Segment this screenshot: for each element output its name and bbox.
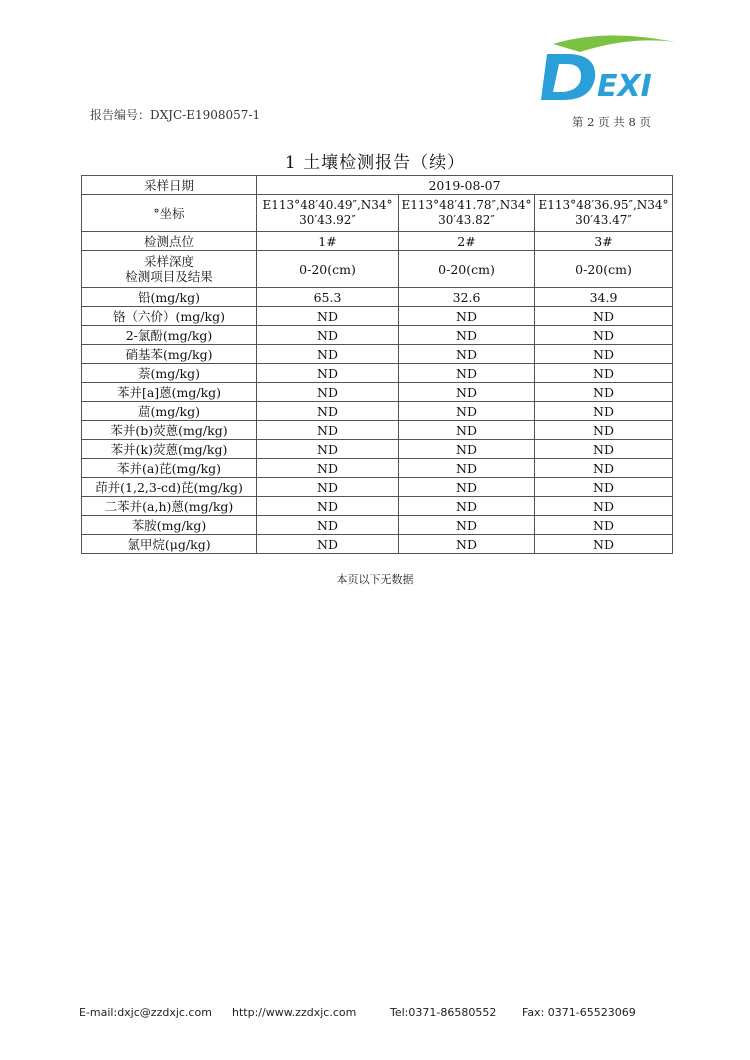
item-name-cell: 铬（六价）(mg/kg)	[82, 307, 257, 326]
item-name-cell: 苯并[a]蒽(mg/kg)	[82, 383, 257, 402]
result-cell: ND	[535, 326, 673, 345]
coord-line: 30′43.82″	[438, 213, 495, 227]
item-name-cell: 萘(mg/kg)	[82, 364, 257, 383]
result-cell: ND	[257, 383, 399, 402]
item-name-cell: 苯并(k)荧蒽(mg/kg)	[82, 440, 257, 459]
result-cell: ND	[535, 402, 673, 421]
table-row	[82, 326, 673, 345]
result-cell: ND	[257, 307, 399, 326]
footer-fax: Fax: 0371-65523069	[522, 1006, 636, 1019]
footer-website: http://www.zzdxjc.com	[232, 1006, 357, 1019]
result-cell: ND	[535, 535, 673, 554]
sampling-date-value: 2019-08-07	[257, 176, 673, 195]
result-cell: ND	[535, 440, 673, 459]
result-cell: ND	[535, 497, 673, 516]
table-row	[82, 288, 673, 307]
result-cell: ND	[257, 497, 399, 516]
point-cell: 3#	[535, 232, 673, 251]
table-row	[82, 497, 673, 516]
table-row	[82, 516, 673, 535]
result-cell: ND	[399, 535, 535, 554]
depth-cell: 0-20(cm)	[399, 251, 535, 288]
depth-cell: 0-20(cm)	[257, 251, 399, 288]
table-row	[82, 478, 673, 497]
coord-line: 30′43.92″	[299, 213, 356, 227]
result-cell: ND	[535, 307, 673, 326]
result-cell: ND	[399, 478, 535, 497]
result-cell: ND	[257, 421, 399, 440]
coordinate-cell	[399, 195, 535, 232]
table-row	[82, 402, 673, 421]
sampling-date-row	[82, 176, 673, 195]
item-name-cell: 氯甲烷(μg/kg)	[82, 535, 257, 554]
no-more-data-note: 本页以下无数据	[336, 573, 414, 586]
page-info: 第 2 页 共 8 页	[572, 115, 651, 129]
table-row	[82, 421, 673, 440]
result-cell: ND	[257, 459, 399, 478]
result-cell: ND	[399, 383, 535, 402]
result-cell: ND	[257, 345, 399, 364]
footer-email: E-mail:dxjc@zzdxjc.com	[79, 1006, 212, 1019]
item-name-cell: 䓛(mg/kg)	[82, 402, 257, 421]
result-rows	[82, 288, 673, 554]
item-name-cell: 二苯并(a,h)蒽(mg/kg)	[82, 497, 257, 516]
dexi-logo	[535, 30, 695, 110]
point-label: 检测点位	[82, 232, 257, 251]
coord-line: E113°48′41.78″,N34°	[401, 198, 532, 212]
result-cell: ND	[257, 440, 399, 459]
depth-label-line: 采样深度	[143, 254, 194, 269]
sampling-date-label: 采样日期	[82, 176, 257, 195]
result-cell: ND	[399, 440, 535, 459]
report-number: 报告编号：DXJC-E1908057-1	[90, 108, 261, 122]
result-cell: 34.9	[535, 288, 673, 307]
result-cell: ND	[257, 364, 399, 383]
coord-line: 30′43.47″	[575, 213, 632, 227]
result-cell: ND	[399, 459, 535, 478]
result-cell: ND	[535, 421, 673, 440]
result-cell: ND	[257, 516, 399, 535]
table-row	[82, 440, 673, 459]
result-cell: ND	[399, 307, 535, 326]
item-name-cell: 苯并(a)芘(mg/kg)	[82, 459, 257, 478]
depth-cell: 0-20(cm)	[535, 251, 673, 288]
result-cell: 32.6	[399, 288, 535, 307]
result-cell: ND	[399, 345, 535, 364]
table-row	[82, 535, 673, 554]
result-cell: ND	[535, 345, 673, 364]
soil-test-table	[81, 175, 673, 554]
result-cell: ND	[535, 478, 673, 497]
result-cell: ND	[535, 364, 673, 383]
result-cell: ND	[535, 383, 673, 402]
page-title: 1 土壤检测报告（续）	[284, 153, 466, 173]
result-cell: ND	[257, 402, 399, 421]
result-cell: ND	[399, 364, 535, 383]
coordinate-cell	[257, 195, 399, 232]
coordinate-cell	[535, 195, 673, 232]
coord-line: E113°48′40.49″,N34°	[262, 198, 393, 212]
logo-letter-d	[541, 54, 595, 100]
coord-line: E113°48′36.95″,N34°	[538, 198, 669, 212]
logo-letters-exi: EXI	[597, 69, 652, 104]
item-name-cell: 铅(mg/kg)	[82, 288, 257, 307]
item-name-cell: 茚并(1,2,3-cd)芘(mg/kg)	[82, 478, 257, 497]
depth-label-line: 检测项目及结果	[125, 269, 213, 284]
result-cell: ND	[399, 421, 535, 440]
result-cell: ND	[257, 326, 399, 345]
result-cell: ND	[535, 516, 673, 535]
item-name-cell: 苯并(b)荧蒽(mg/kg)	[82, 421, 257, 440]
point-cell: 2#	[399, 232, 535, 251]
table-row	[82, 307, 673, 326]
item-name-cell: 苯胺(mg/kg)	[82, 516, 257, 535]
point-cell: 1#	[257, 232, 399, 251]
result-cell: ND	[399, 497, 535, 516]
coordinate-row	[82, 195, 673, 232]
item-name-cell: 2-氯酚(mg/kg)	[82, 326, 257, 345]
point-row	[82, 232, 673, 251]
result-cell: ND	[257, 478, 399, 497]
result-cell: ND	[399, 516, 535, 535]
result-cell: ND	[399, 326, 535, 345]
item-name-cell: 硝基苯(mg/kg)	[82, 345, 257, 364]
depth-row	[82, 251, 673, 288]
depth-label	[82, 251, 257, 288]
logo-swoosh	[553, 35, 675, 52]
footer-tel: Tel:0371-86580552	[390, 1006, 497, 1019]
table-row	[82, 383, 673, 402]
table-row	[82, 459, 673, 478]
result-cell: ND	[535, 459, 673, 478]
coordinate-label: °坐标	[82, 195, 257, 232]
table-row	[82, 345, 673, 364]
table-row	[82, 364, 673, 383]
result-cell: ND	[399, 402, 535, 421]
result-cell: 65.3	[257, 288, 399, 307]
result-cell: ND	[257, 535, 399, 554]
